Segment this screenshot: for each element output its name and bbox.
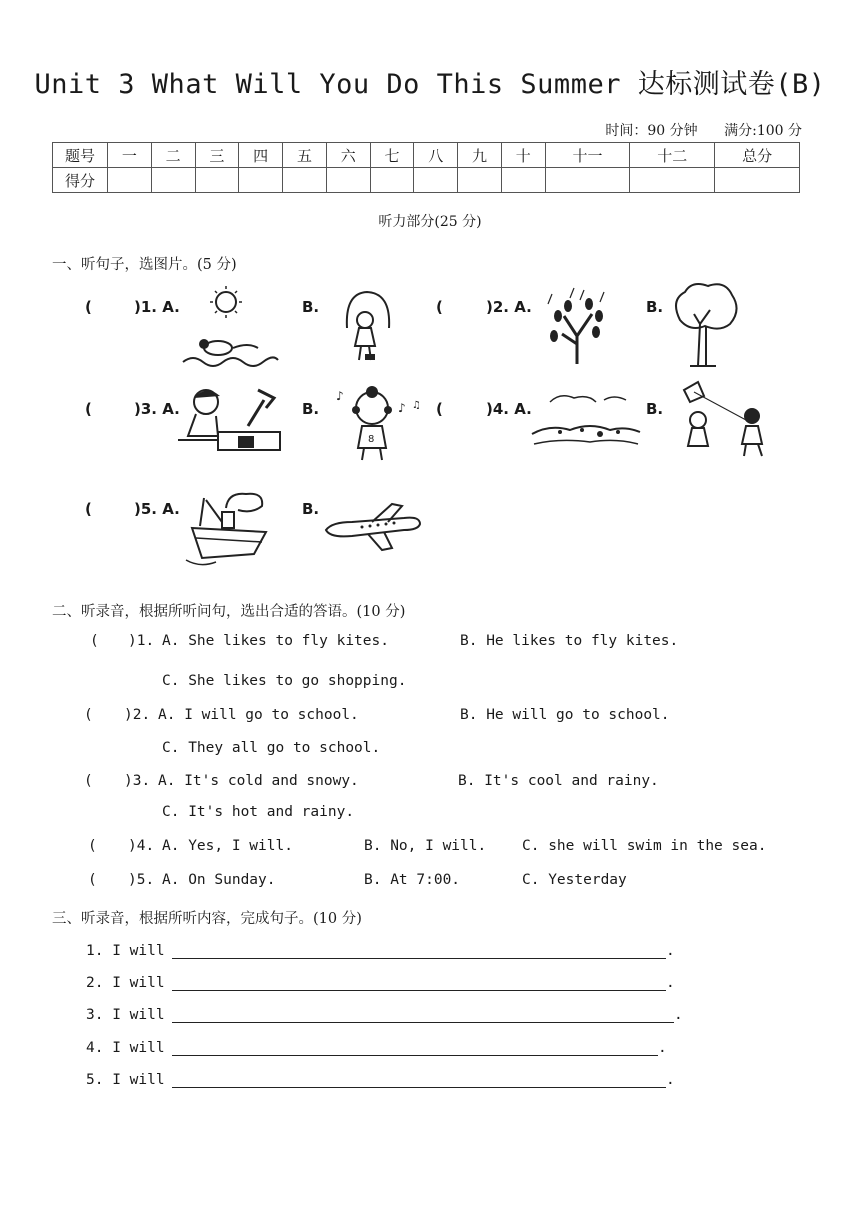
svg-text:♪: ♪: [336, 389, 344, 403]
table-cell: 二: [151, 143, 195, 168]
sentence-period: .: [666, 975, 675, 991]
kids-kite-icon[interactable]: [676, 380, 776, 458]
option-a: A. It's cold and snowy.: [158, 773, 359, 789]
jump-rope-girl-icon[interactable]: [335, 288, 399, 368]
table-cell: 十: [501, 143, 545, 168]
score-table: [52, 142, 800, 193]
option-b: B. At 7:00.: [364, 872, 461, 888]
score-cell[interactable]: [108, 168, 152, 193]
section1-heading: 一、听句子，选图片。(5 分): [52, 257, 237, 273]
option-b-label: B.: [302, 298, 320, 316]
question-number: )2.: [124, 707, 151, 723]
score-cell[interactable]: [283, 168, 327, 193]
option-b-label: B.: [646, 298, 664, 316]
svg-text:♪: ♪: [398, 401, 406, 415]
sentence-label: 4. I will: [86, 1040, 165, 1056]
option-a: A. I will go to school.: [158, 707, 359, 723]
option-b: B. He likes to fly kites.: [460, 633, 679, 649]
answer-paren: (: [85, 400, 92, 418]
table-cell: 一: [108, 143, 152, 168]
question-number: )3.: [124, 773, 151, 789]
full-score: 满分:100 分: [724, 123, 802, 139]
sentence-period: .: [658, 1040, 667, 1056]
sentence-label: 1. I will: [86, 943, 165, 959]
answer-paren: (: [88, 838, 97, 854]
svg-text:8: 8: [368, 434, 375, 445]
option-b: B. He will go to school.: [460, 707, 670, 723]
exam-meta: [583, 120, 802, 140]
score-cell[interactable]: [151, 168, 195, 193]
girl-studying-icon[interactable]: [178, 386, 288, 456]
option-c: C. They all go to school.: [162, 740, 381, 756]
score-table-header-row: [53, 143, 800, 168]
answer-paren: (: [84, 773, 93, 789]
answer-paren: (: [84, 707, 93, 723]
table-cell: 五: [283, 143, 327, 168]
table-cell: 题号: [53, 143, 108, 168]
question-number: )1. A.: [134, 298, 180, 316]
option-b-label: B.: [302, 500, 320, 518]
score-cell[interactable]: [715, 168, 800, 193]
question-number: )1.: [128, 633, 155, 649]
table-cell: 三: [195, 143, 239, 168]
question-number: )5.: [128, 872, 155, 888]
question-number: )3. A.: [134, 400, 180, 418]
score-cell[interactable]: [545, 168, 630, 193]
answer-blank[interactable]: [172, 958, 666, 959]
question-number: )2. A.: [486, 298, 532, 316]
score-cell[interactable]: [370, 168, 414, 193]
sentence-period: .: [666, 943, 675, 959]
tree-icon[interactable]: [670, 280, 740, 368]
sentence-label: 3. I will: [86, 1007, 165, 1023]
question-number: )4. A.: [486, 400, 532, 418]
answer-paren: (: [436, 298, 443, 316]
answer-paren: (: [436, 400, 443, 418]
table-cell: 十一: [545, 143, 630, 168]
option-b-label: B.: [646, 400, 664, 418]
answer-paren: (: [90, 633, 99, 649]
score-cell[interactable]: [414, 168, 458, 193]
answer-paren: (: [85, 500, 92, 518]
sentence-period: .: [666, 1072, 675, 1088]
airplane-icon[interactable]: [322, 500, 424, 554]
score-table-score-row: [53, 168, 800, 193]
option-b: B. It's cool and rainy.: [458, 773, 659, 789]
answer-blank[interactable]: [172, 990, 666, 991]
table-cell: 四: [239, 143, 283, 168]
score-cell[interactable]: [501, 168, 545, 193]
option-c: C. It's hot and rainy.: [162, 804, 355, 820]
score-cell[interactable]: [195, 168, 239, 193]
rainy-tree-icon[interactable]: [544, 286, 614, 366]
option-c: C. She likes to go shopping.: [162, 673, 407, 689]
answer-paren: (: [88, 872, 97, 888]
question-number: )4.: [128, 838, 155, 854]
table-cell: 八: [414, 143, 458, 168]
option-c: C. she will swim in the sea.: [522, 838, 767, 854]
time-limit: 时间：90 分钟: [605, 123, 698, 139]
girl-music-icon[interactable]: [334, 386, 424, 462]
sentence-label: 5. I will: [86, 1072, 165, 1088]
score-cell[interactable]: [326, 168, 370, 193]
answer-blank[interactable]: [172, 1055, 658, 1056]
score-cell[interactable]: [458, 168, 502, 193]
option-c: C. Yesterday: [522, 872, 627, 888]
table-cell: 九: [458, 143, 502, 168]
option-b-label: B.: [302, 400, 320, 418]
table-cell: 总分: [715, 143, 800, 168]
landscape-icon[interactable]: [530, 384, 642, 454]
svg-text:♫: ♫: [412, 400, 421, 411]
option-b: B. No, I will.: [364, 838, 487, 854]
option-a: A. On Sunday.: [162, 872, 276, 888]
table-cell: 七: [370, 143, 414, 168]
ship-icon[interactable]: [182, 488, 274, 570]
answer-paren: (: [85, 298, 92, 316]
section2-heading: 二、听录音，根据所听问句，选出合适的答语。(10 分): [52, 604, 406, 620]
page-title: Unit 3 What Will You Do This Summer 达标测试卷(B): [34, 69, 826, 100]
sentence-label: 2. I will: [86, 975, 165, 991]
table-cell: 得分: [53, 168, 108, 193]
answer-blank[interactable]: [172, 1022, 674, 1023]
sentence-period: .: [674, 1007, 683, 1023]
table-cell: 六: [326, 143, 370, 168]
answer-blank[interactable]: [172, 1087, 666, 1088]
option-a: A. Yes, I will.: [162, 838, 293, 854]
table-cell: 十二: [630, 143, 715, 168]
section3-heading: 三、听录音，根据所听内容，完成句子。(10 分): [52, 911, 362, 927]
score-cell[interactable]: [630, 168, 715, 193]
score-cell[interactable]: [239, 168, 283, 193]
question-number: )5. A.: [134, 500, 180, 518]
listening-section-header: 听力部分(25 分): [378, 214, 482, 230]
sun-swimmer-icon[interactable]: [178, 284, 282, 374]
option-a: A. She likes to fly kites.: [162, 633, 389, 649]
